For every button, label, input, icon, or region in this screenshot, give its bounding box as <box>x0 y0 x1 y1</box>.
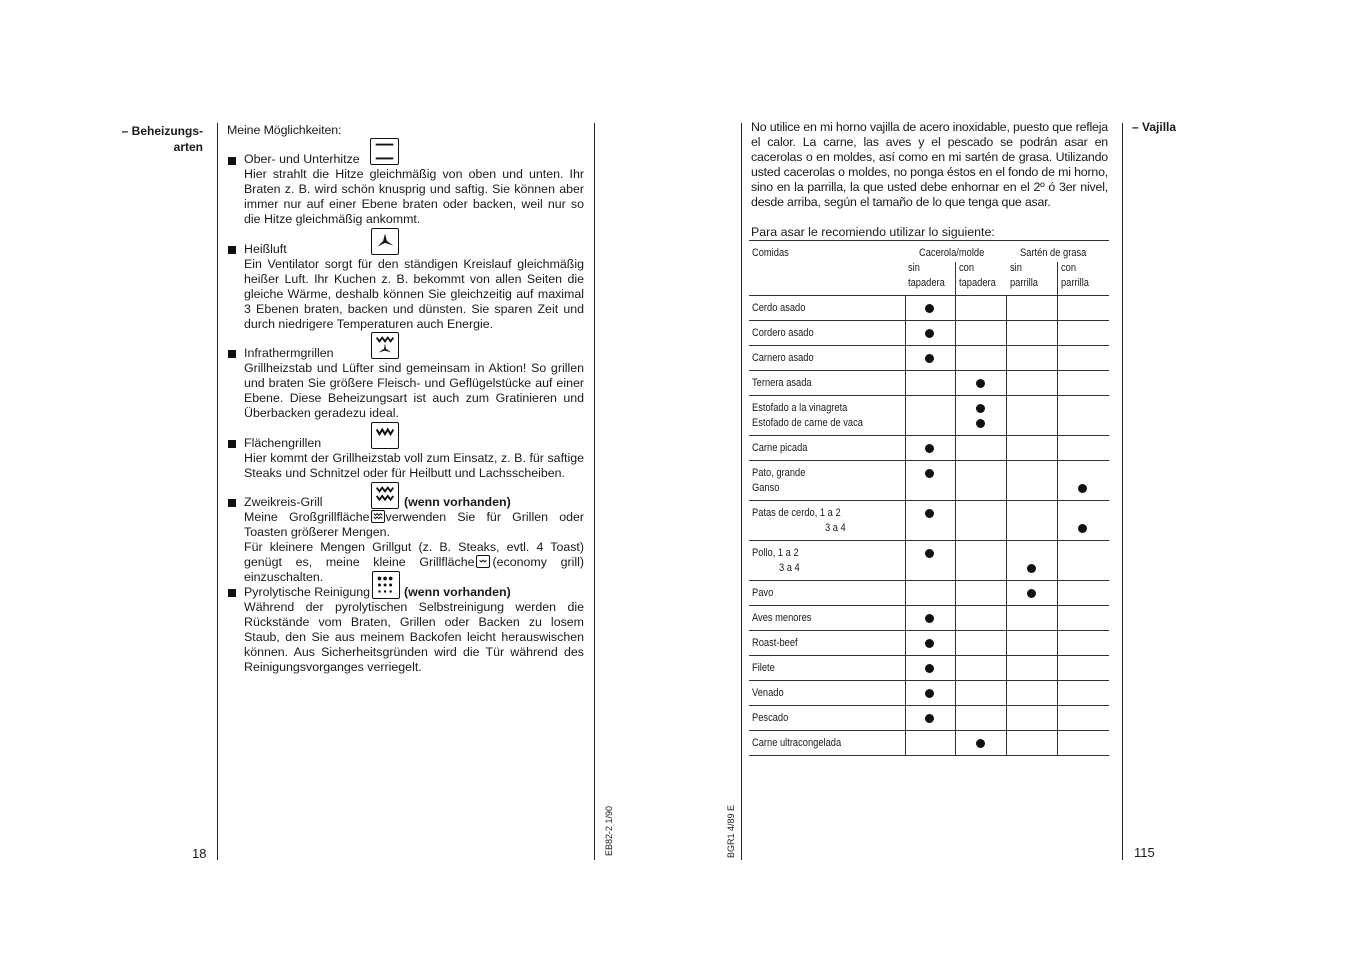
left-fold-rule <box>594 123 595 860</box>
table-dot-mark <box>1027 564 1036 573</box>
table-dot-mark <box>925 639 934 648</box>
table-row-rule <box>749 395 1109 396</box>
row-label: 3 a 4 <box>779 562 800 574</box>
row-label: Patas de cerdo, 1 a 2 <box>752 507 841 519</box>
table-dot-mark <box>925 714 934 723</box>
row-label: Carne picada <box>752 442 808 454</box>
table-dot-mark <box>1078 524 1087 533</box>
dual-circuit-grill-icon <box>371 482 399 509</box>
table-column-rule <box>1057 295 1058 755</box>
pyrolytic-cleaning-icon <box>372 571 400 599</box>
item-body-zweikreis-grill: Meine Großgrillfläche verwenden Sie für Grillen oder Toasten größerer Mengen. Für kleinere Mengen Grillgut (z. B. Steaks, evtl. 4 Toast) genügt es, meine kleine Grillfläche (economy grill) einzuschalten. <box>244 510 585 584</box>
table-dot-mark <box>925 354 934 363</box>
table-row-rule <box>749 320 1109 321</box>
fan-icon <box>371 228 399 255</box>
bullet <box>228 589 236 597</box>
table-dot-mark <box>925 549 934 558</box>
table-row-rule <box>749 705 1109 706</box>
row-label: Venado <box>752 687 784 699</box>
intro-text: Meine Möglichkeiten: <box>227 123 342 137</box>
bullet <box>228 440 236 448</box>
left-margin-rule <box>217 123 218 860</box>
row-label: Aves menores <box>752 612 812 624</box>
col-header-comidas: Comidas <box>752 247 789 259</box>
side-heading-vajilla: – Vajilla <box>1132 120 1177 134</box>
surface-grill-icon <box>371 422 399 449</box>
table-dot-mark <box>925 304 934 313</box>
item-body-heissluft: Ein Ventilator sorgt für den ständigen Kreislauf gleichmäßig heißer Luft. Ihr Kuchen z. B. bekommt von allen Seiten die gleiche Wärme, deshalb können Sie gleichzeitig auf maximal 3 Ebenen braten, backen und dünsten. Sie sparen Zeit und durch niedrigere Temperaturen auch Energie. <box>244 257 584 331</box>
row-label: Pescado <box>752 712 789 724</box>
table-dot-mark <box>976 419 985 428</box>
sub-header: sin parrilla <box>1010 262 1038 289</box>
group-header-cacerola: Cacerola/molde <box>919 247 985 259</box>
large-grill-area-icon <box>371 510 385 523</box>
bullet <box>228 157 236 165</box>
row-label: Cordero asado <box>752 327 814 339</box>
item-title-pyrolytische-reinigung: Pyrolytische Reinigung <box>244 585 371 599</box>
table-row-rule <box>749 370 1109 371</box>
table-row-rule <box>749 500 1109 501</box>
row-label: 3 a 4 <box>825 522 846 534</box>
note-wenn-vorhanden: (wenn vorhanden) <box>404 495 511 509</box>
table-row-rule <box>749 580 1109 581</box>
item-title-flaechengrillen: Flächengrillen <box>244 436 322 450</box>
table-column-rule <box>905 295 906 755</box>
item-title-infrathermgrillen: Infrathermgrillen <box>244 346 334 360</box>
item-title-ober-unterhitze: Ober- und Unterhitze <box>244 152 360 166</box>
row-label: Estofado a la vinagreta <box>752 402 848 414</box>
row-label: Filete <box>752 662 775 674</box>
table-header-rule <box>749 295 1109 296</box>
row-label: Pollo, 1 a 2 <box>752 547 799 559</box>
sub-header: sin tapadera <box>908 262 945 289</box>
row-label: Cerdo asado <box>752 302 806 314</box>
row-label: Carne ultracongelada <box>752 737 842 749</box>
infratherm-grill-icon <box>371 332 399 359</box>
bullet <box>228 350 236 358</box>
table-dot-mark <box>925 689 934 698</box>
table-row-rule <box>749 680 1109 681</box>
note-wenn-vorhanden: (wenn vorhanden) <box>404 585 511 599</box>
table-dot-mark <box>925 469 934 478</box>
table-row-rule <box>749 730 1109 731</box>
bullet <box>228 499 236 507</box>
item-body-ober-unterhitze: Hier strahlt die Hitze gleichmäßig von oben und unten. Ihr Braten z. B. wird schön knusprig und saftig. Sie können aber immer nur auf einer Ebene braten oder backen, weil nur so die Hitze gleichmäßig ankommt. <box>244 167 584 226</box>
row-label: Carnero asado <box>752 352 814 364</box>
sub-header-divider <box>955 262 956 295</box>
row-label: Pato, grande <box>752 467 806 479</box>
item-body-flaechengrillen: Hier kommt der Grillheizstab voll zum Einsatz, z. B. für saftige Steaks und Schnitzel oder für Heilbutt und Lachsscheiben. <box>244 451 584 480</box>
table-row-rule <box>749 435 1109 436</box>
right-margin-rule <box>1122 123 1123 860</box>
small-grill-area-icon <box>476 555 490 568</box>
table-dot-mark <box>1027 589 1036 598</box>
table-row-rule <box>749 605 1109 606</box>
table-dot-mark <box>976 379 985 388</box>
bullet <box>228 246 236 254</box>
row-label: Ternera asada <box>752 377 812 389</box>
table-column-rule <box>1006 295 1007 755</box>
side-heading-beheizungsarten: – Beheizungs- arten <box>121 124 203 154</box>
table-row-rule <box>749 755 1109 756</box>
table-row-rule <box>749 460 1109 461</box>
table-row-rule <box>749 630 1109 631</box>
row-label: Roast-beef <box>752 637 798 649</box>
table-dot-mark <box>925 614 934 623</box>
table-dot-mark <box>925 444 934 453</box>
right-fold-rule <box>741 123 742 860</box>
table-row-rule <box>749 655 1109 656</box>
table-row-rule <box>749 345 1109 346</box>
row-label: Pavo <box>752 587 774 599</box>
item-body-infrathermgrillen: Grillheizstab und Lüfter sind gemeinsam in Aktion! So grillen und braten Sie größere Fleisch- und Geflügelstücke auf einer Ebene. Diese Beheizungsart ist auch zum Gratinieren und Überbacken geradezu ideal. <box>244 361 584 420</box>
footer-code-right: BGR1 4/89 E <box>726 804 736 858</box>
item-body-pyrolytische-reinigung: Während der pyrolytischen Selbstreinigung werden die Rückstände vom Braten, Grillen oder Backen zu losem Staub, den Sie aus meinem Backofen leicht herauswischen können. Aus Sicherheitsgründen wird die Tür während des Reinigungsvorganges verriegelt. <box>244 600 584 674</box>
table-column-rule <box>955 295 956 755</box>
sub-header: con parrilla <box>1061 262 1089 289</box>
table-dot-mark <box>925 664 934 673</box>
row-label: Estofado de carne de vaca <box>752 417 863 429</box>
top-bottom-heat-icon <box>370 138 399 165</box>
table-intro: Para asar le recomiendo utilizar lo siguiente: <box>751 225 995 239</box>
table-row-rule <box>749 540 1109 541</box>
table-dot-mark <box>925 509 934 518</box>
page-number-left: 18 <box>192 846 207 861</box>
row-label: Ganso <box>752 482 780 494</box>
group-header-sarten: Sartén de grasa <box>1020 247 1087 259</box>
table-dot-mark <box>1078 484 1087 493</box>
sub-header-divider <box>1057 262 1058 295</box>
table-dot-mark <box>976 739 985 748</box>
sub-header: con tapadera <box>959 262 996 289</box>
table-top-rule <box>749 240 1109 241</box>
table-dot-mark <box>976 404 985 413</box>
table-dot-mark <box>925 329 934 338</box>
item-title-zweikreis-grill: Zweikreis-Grill <box>244 495 323 509</box>
item-title-heissluft: Heißluft <box>244 242 287 256</box>
vajilla-paragraph: No utilice en mi horno vajilla de acero inoxidable, puesto que refleja el calor. La carne, las aves y el pescado se podrán asar en cacerolas o en moldes, así como en mi sartén de grasa. Utilizando usted cacerolas o moldes, no ponga éstos en el fondo de mi horno, sino en la parrilla, la que usted debe enhornar en el 2º ó 3er nivel, desde arriba, según el tamaño de lo que tenga que asar. <box>751 120 1108 209</box>
page-number-right: 115 <box>1134 845 1155 860</box>
footer-code-left: EB82-2 1/90 <box>604 805 614 856</box>
